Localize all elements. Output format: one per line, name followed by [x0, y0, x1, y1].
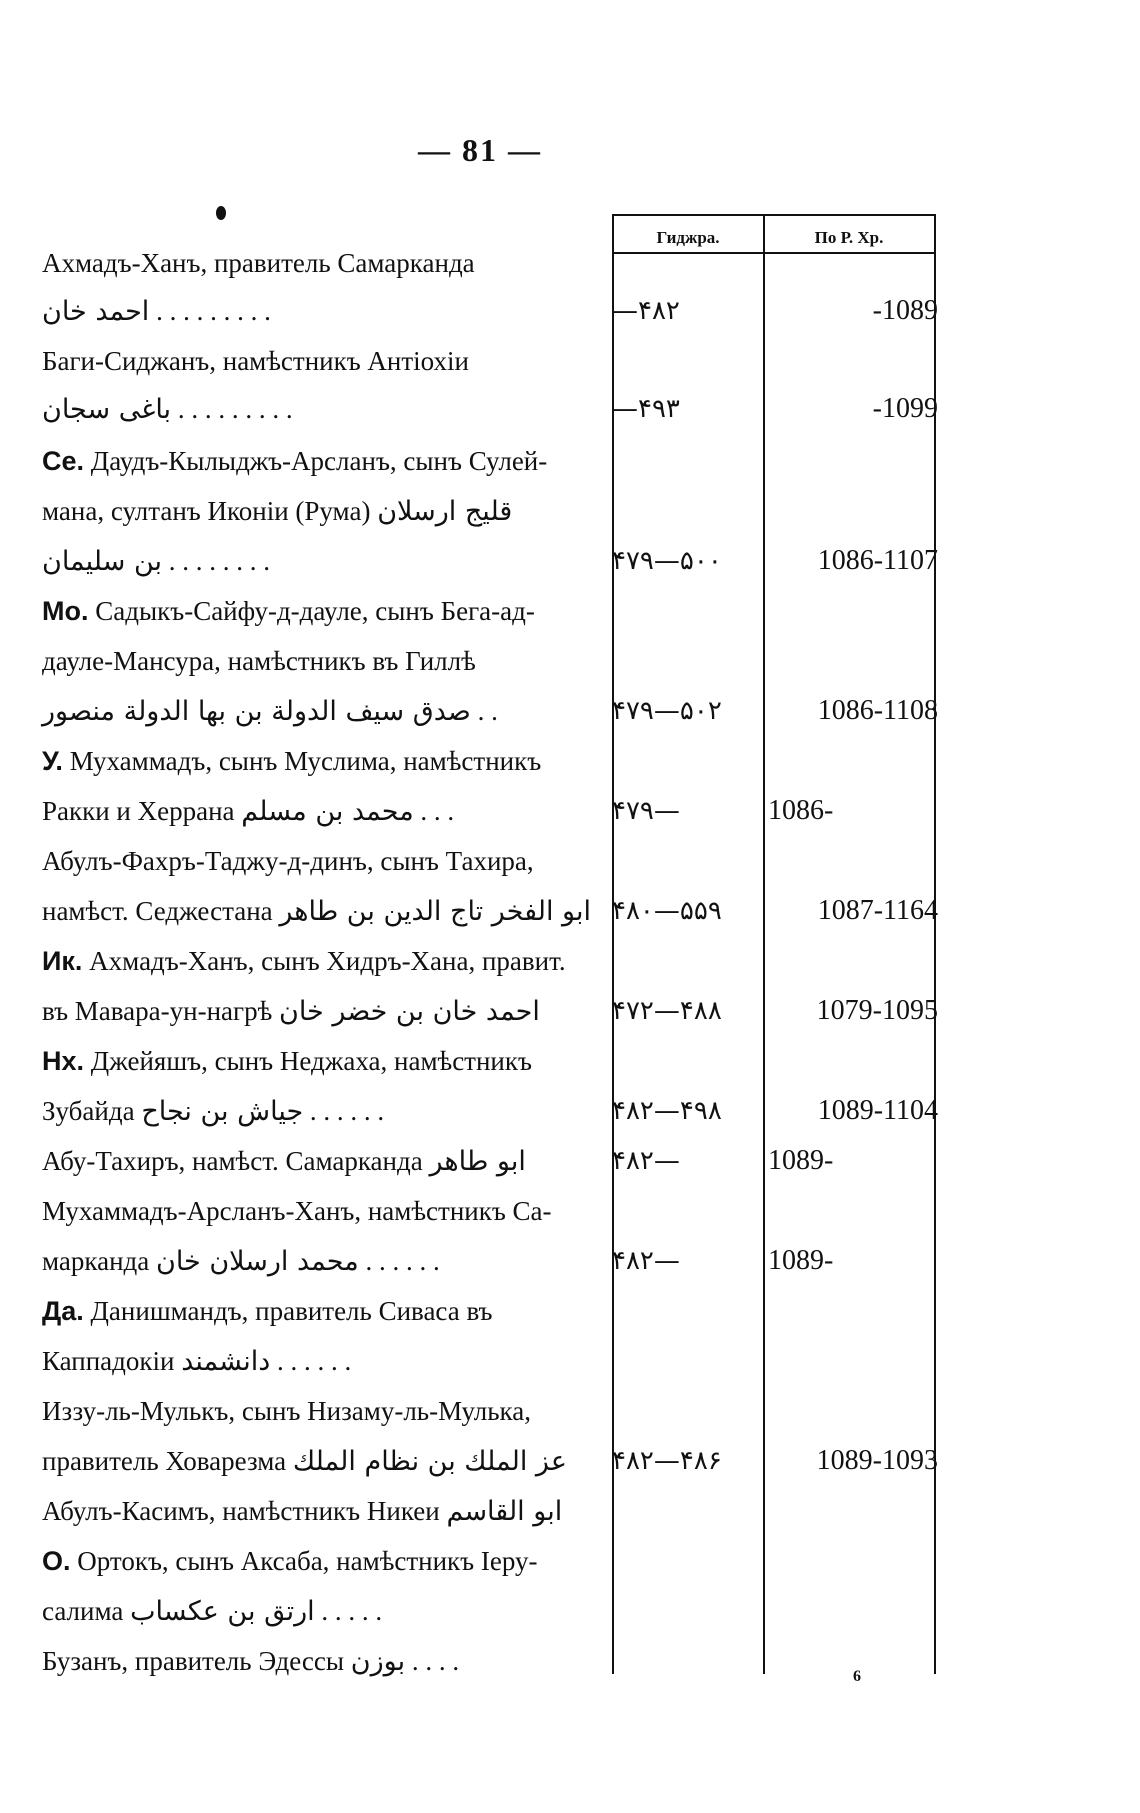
ad-date: 1089-1093 [816, 1445, 938, 1476]
hijra-date: ۴۷۹—۵۰۰ [612, 546, 722, 576]
arabic-name: باغی سجان [42, 394, 172, 425]
entry-name-cont: мана, султанъ Иконіи (Рума) [42, 496, 371, 526]
entry-name: Иззу-ль-Мулькъ, сынъ Низаму-ль-Мулька, [42, 1396, 531, 1426]
entry-name: Абулъ-Касимъ, намѣстникъ Никеи [42, 1496, 440, 1526]
leader-dots: . . . . . . . . [168, 546, 271, 576]
hijra-date: ۴۸۰—۵۵۹ [612, 896, 722, 926]
ad-date: 1089- [768, 1245, 834, 1276]
entry-name: Ахмадъ-Ханъ, правитель Самарканда [42, 248, 475, 278]
arabic-name: احمد خان بن خضر خان [279, 996, 540, 1027]
dynasty-abbr: О. [42, 1546, 71, 1576]
arabic-name: عز الملك بن نظام الملك [292, 1446, 567, 1477]
entry-name: Ахмадъ-Ханъ, сынъ Хидръ-Хана, правит. [89, 946, 566, 976]
entry-line [42, 1344, 351, 1379]
entry-line [42, 644, 476, 678]
leader-dots: . . . . . . . . . [177, 394, 293, 424]
entry-name: Бузанъ, правитель Эдессы [42, 1646, 344, 1676]
table-top-rule [612, 214, 936, 216]
entry-line [42, 246, 475, 280]
arabic-name: محمد بن مسلم [241, 796, 414, 827]
entry-name: Ортокъ, сынъ Аксаба, намѣстникъ Іеру- [77, 1546, 538, 1576]
arabic-name: احمد خان [42, 296, 150, 327]
entry-line [42, 1394, 531, 1428]
ad-date: 1089- [768, 1145, 834, 1176]
ad-date: 1086-1108 [817, 695, 938, 726]
column-header-hijra: Гиджра. [656, 228, 720, 247]
entry-line [42, 694, 498, 729]
entry-line [42, 1444, 567, 1479]
arabic-name: بوزن [350, 1646, 406, 1677]
entry-name: Абу-Тахиръ, намѣст. Самарканда [42, 1146, 423, 1176]
hijra-date: ۴۷۲—۴۸۸ [612, 996, 722, 1026]
entry-name: Мухаммадъ, сынъ Муслима, намѣстникъ [69, 746, 542, 776]
ink-mark [216, 206, 226, 220]
arabic-name: دانشمند [181, 1346, 271, 1377]
entry-line [42, 1194, 552, 1228]
hijra-date: ۴۸۲—۴۸۶ [612, 1446, 722, 1476]
column-header-ad: По Р. Хр. [814, 228, 884, 247]
dynasty-abbr: Нх. [42, 1046, 85, 1076]
dynasty-abbr: Мо. [42, 596, 89, 626]
entry-line [42, 1644, 459, 1679]
entry-name: Джейяшъ, сынъ Неджаха, намѣстникъ [90, 1046, 532, 1076]
entry-line [42, 1594, 382, 1629]
arabic-name: ابو طاهر [429, 1146, 526, 1177]
entry-line [42, 844, 534, 878]
entry-line [42, 994, 540, 1029]
arabic-name: جیاش بن نجاح [141, 1096, 304, 1127]
entry-line [42, 1544, 537, 1578]
hijra-date: —۴۸۲ [612, 296, 680, 326]
entry-line [42, 1044, 532, 1078]
table-header-rule [612, 252, 936, 254]
entry-line [42, 944, 566, 978]
ad-date: -1089 [872, 295, 938, 326]
hijra-date: ۴۸۲— [612, 1246, 680, 1276]
leader-dots: . . . . . . [277, 1346, 352, 1376]
arabic-name: قلیج ارسلان [377, 496, 513, 527]
entry-name-cont: Зубайда [42, 1096, 135, 1126]
leader-dots: . . . [420, 796, 455, 826]
entry-name: Абулъ-Фахръ-Таджу-д-динъ, сынъ Тахира, [42, 846, 534, 876]
leader-dots: . . [477, 696, 498, 726]
entry-line [42, 794, 454, 829]
entry-line [42, 392, 293, 427]
ad-date: 1087-1164 [817, 895, 938, 926]
entry-line [42, 1094, 384, 1129]
dynasty-abbr: Се. [42, 446, 85, 476]
entry-line [42, 1144, 526, 1179]
entry-name: Садыкъ-Сайфу-д-дауле, сынъ Бега-ад- [95, 596, 535, 626]
leader-dots: . . . . . [321, 1596, 383, 1626]
entry-name-cont: въ Мавара-ун-нагрѣ [42, 996, 273, 1026]
entry-line [42, 1244, 440, 1279]
leader-dots: . . . . . . . . . [156, 296, 271, 326]
dynasty-abbr: У. [42, 746, 63, 776]
entry-line [42, 594, 535, 628]
hijra-date: ۴۸۲— [612, 1146, 680, 1176]
hijra-date: ۴۸۲—۴۹۸ [612, 1096, 722, 1126]
entry-line [42, 744, 541, 778]
hijra-date: ۴۷۹—۵۰۲ [612, 696, 722, 726]
ad-date: 1089-1104 [817, 1095, 938, 1126]
table-mid-rule [763, 214, 765, 1674]
arabic-name: ارتق بن عکساب [130, 1596, 315, 1627]
entry-line [42, 294, 271, 329]
arabic-name: بن سلیمان [42, 546, 163, 577]
entry-name-cont: марканда [42, 1246, 150, 1276]
hijra-date: —۴۹۳ [612, 394, 680, 424]
ad-date: 1079-1095 [816, 995, 938, 1026]
arabic-name: ابو الفخر تاج الدین بن طاهر [279, 896, 592, 927]
ad-date: -1099 [872, 393, 938, 424]
arabic-name: صدق سیف الدولة بن بها الدولة منصور [42, 696, 471, 727]
entry-line [42, 894, 591, 929]
entry-name: Данишмандъ, правитель Сиваса въ [90, 1296, 493, 1326]
hijra-date: ۴۷۹— [612, 796, 680, 826]
dynasty-abbr: Ик. [42, 946, 83, 976]
entry-name: Баги-Сиджанъ, намѣстникъ Антіохіи [42, 346, 469, 376]
entry-name-cont: Ракки и Херрана [42, 796, 235, 826]
entry-name-cont: намѣст. Седжестана [42, 896, 273, 926]
arabic-name: محمد ارسلان خان [156, 1246, 359, 1277]
leader-dots: . . . . . . [309, 1096, 385, 1126]
entry-name-cont: Каппадокіи [42, 1346, 175, 1376]
entry-line [42, 444, 547, 478]
entry-line [42, 494, 512, 529]
entry-line [42, 544, 270, 579]
ad-date: 1086-1107 [817, 545, 938, 576]
signature-mark: 6 [853, 1668, 861, 1685]
entry-line [42, 344, 469, 378]
ad-date: 1086- [768, 795, 834, 826]
arabic-name: ابو القاسم [446, 1496, 563, 1527]
entry-name: Мухаммадъ-Арсланъ-Ханъ, намѣстникъ Са- [42, 1196, 552, 1226]
entry-name-cont: салима [42, 1596, 124, 1626]
entry-name: Даудъ-Кылыджъ-Арсланъ, сынъ Сулей- [90, 446, 548, 476]
entry-name-cont: правитель Ховарезма [42, 1446, 287, 1476]
leader-dots: . . . . [411, 1646, 460, 1676]
page-number: — 81 — [418, 132, 542, 168]
leader-dots: . . . . . . [365, 1246, 440, 1276]
dynasty-abbr: Да. [42, 1296, 84, 1326]
entry-name-cont: дауле-Мансура, намѣстникъ въ Гиллѣ [42, 646, 476, 676]
entry-line [42, 1294, 493, 1328]
entry-line [42, 1494, 562, 1529]
